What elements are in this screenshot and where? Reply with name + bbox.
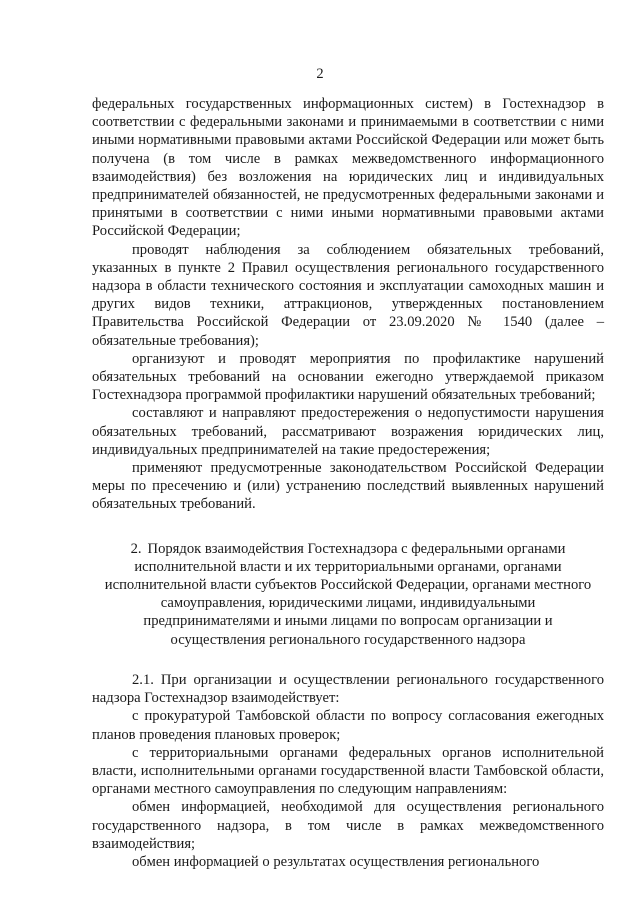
paragraph-observation: проводят наблюдения за соблюдением обязательных требований, указанных в пункте 2 Правил осуществления регионального государственного надзора в области технического состояния и эксплуатации самоходных машин и других видов техники, аттракционов, утвержденных постановлением Правительства Российской Федерации от 23.09.2020 № 1540 (далее – обязательные требования); <box>92 241 604 349</box>
paragraph-continuation: федеральных государственных информационных систем) в Гостехнадзор в соответствии с федеральными законами и принимаемыми в соответствии с ними иными нормативными правовыми актами Российской Федерации или может быть получена (в том числе в рамках межведомственного информационного взаимодействия) без возложения на юридических лиц и индивидуальных предпринимателей обязанностей, не предусмотренных федеральными законами и принятыми в соответствии с ними иными нормативными правовыми актами Российской Федерации; <box>92 96 604 240</box>
paragraph-info-exchange: обмен информацией, необходимой для осуществления регионального государственного надзора, в том числе в рамках межведомственного взаимодействия; <box>92 799 604 852</box>
paragraph-prevention: организуют и проводят мероприятия по профилактике нарушений обязательных требований на основании ежегодно утверждаемой приказом Гостехнадзора программой профилактики нарушений обязательных требований; <box>92 350 604 404</box>
paragraph-results-exchange: обмен информацией о результатах осуществления регионального <box>132 853 540 870</box>
paragraph-2-1: 2.1. При организации и осуществлении регионального государственного надзора Гостехнадзор взаимодействует: <box>92 671 604 707</box>
paragraph-warnings: составляют и направляют предостережения о недопустимости нарушения обязательных требований, рассматривают возражения юридических лиц, индивидуальных предпринимателей на такие предостережения; <box>92 405 604 458</box>
section-heading <box>92 540 604 649</box>
section-title: Порядок взаимодействия Гостехнадзора с федеральными органами исполнительной власти и их территориальными органами, органами исполнительной власти субъектов Российской Федерации, органами местного самоуправления, юридическими лицами, индивидуальными предпринимателями и иными лицами по вопросам организации и осуществления регионального государственного надзора <box>104 540 592 648</box>
section-number: 2. <box>130 540 142 557</box>
paragraph-prosecutor: с прокуратурой Тамбовской области по вопросу согласования ежегодных планов проведения плановых проверок; <box>92 708 604 743</box>
paragraph-measures: применяют предусмотренные законодательством Российской Федерации меры по пресечению и (или) устранению последствий выявленных нарушений обязательных требований. <box>92 460 604 513</box>
page-number: 2 <box>316 66 324 82</box>
document-body <box>92 95 604 871</box>
paragraph-territorial-bodies: с территориальными органами федеральных органов исполнительной власти, исполнительными органами государственной власти Тамбовской области, органами местного самоуправления по следующим направлениям: <box>92 744 604 798</box>
